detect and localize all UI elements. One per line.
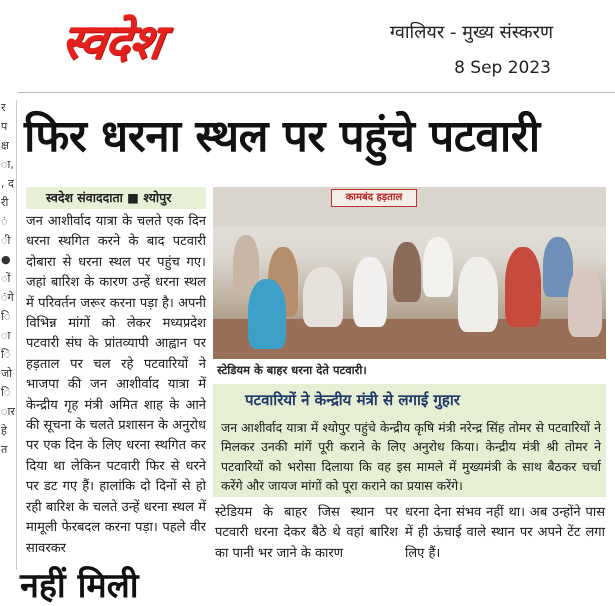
sidebar-box-body: जन आशीर्वाद यात्रा में श्योपुर पहुंचे केन्द्रीय कृषि मंत्री नरेन्द्र सिंह तोमर से पटवारियों ने मिलकर उनकी मांगें पूरी कराने के लिए अनुरोध किया। केन्द्रीय मंत्री श्री तोमर ने पटवारियों को भरोसा दिलाया कि वह इस मामले में मुख्यमंत्री के साथ बैठकर चर्चा करेंगे और जायज मांगों को पूरा कराने का प्रयास करेंगे। [221,420,601,494]
byline: स्वदेश संवाददाता ■ श्योपुर [26,187,206,209]
article-column-left: जन आशीर्वाद यात्रा के चलते एक दिन धरना स्थगित करने के बाद पटवारी दोबारा से धरना स्थल पर पहुंच गए। जहां बारिश के कारण उन्हें धरना स्थल में परिवर्तन जरूर करना पड़ा है। अपनी विभिन्न मांगों को लेकर मध्यप्रदेश पटवारी संघ के प्रांतव्यापी आह्वान पर हड़ताल पर चल रहे पटवारियों ने भाजपा की जन आशीर्वाद यात्रा में केन्द्रीय गृह मंत्री अमित शाह के आने की सूचना के चलते प्रशासन के अनुरोध पर एक दिन के लिए धरना स्थगित कर दिया था लेकिन पटवारी फिर से धरने पर डट गए हैं। हालांकि दो दिनों से हो रही बारिश के चलते उन्हें धरना स्थल में मामूली फेरबदल करना पड़ा। पहले वीर सावरकर [26,214,206,556]
masthead-divider [18,92,615,93]
sidebar-box [213,384,606,497]
photo-person [248,279,286,349]
adjacent-column-fragment: र प क्ष ा, , द री ं ी ● ों ंगे ि ा ि जो ि ार हे त [1,101,15,456]
photo-caption: स्टेडियम के बाहर धरना देते पटवारी। [217,363,367,377]
publication-date: 8 Sep 2023 [454,58,551,78]
newspaper-logo: स्वदेश [57,14,166,70]
article-column-middle: स्टेडियम के बाहर जिस स्थान पर पटवारी धरना देकर बैठे थे वहां बारिश का पानी भर जाने के कारण [215,505,398,561]
article-photo [213,187,606,359]
edition-label: ग्वालियर - मुख्य संस्करण [389,22,553,43]
photo-person [505,247,541,327]
photo-banner: कामबंद हड़ताल [331,189,417,207]
photo-person [303,267,343,327]
photo-person [568,267,602,337]
sidebar-box-title: पटवारियों ने केन्द्रीय मंत्री से लगाई गुहार [245,391,460,409]
column-rule [16,100,17,570]
photo-person [393,242,421,302]
next-article-headline-fragment: नहीं मिली [20,566,139,606]
masthead [0,0,615,88]
photo-person [353,257,387,327]
photo-person [423,237,453,297]
article-headline: फिर धरना स्थल पर पहुंचे पटवारी [24,111,540,162]
photo-person [458,257,498,332]
article-column-right: धरना देना संभव नहीं था। अब उन्होंने पास में ही ऊंचाई वाले स्थान पर अपने टेंट लगा लिए हैं। [405,505,605,561]
